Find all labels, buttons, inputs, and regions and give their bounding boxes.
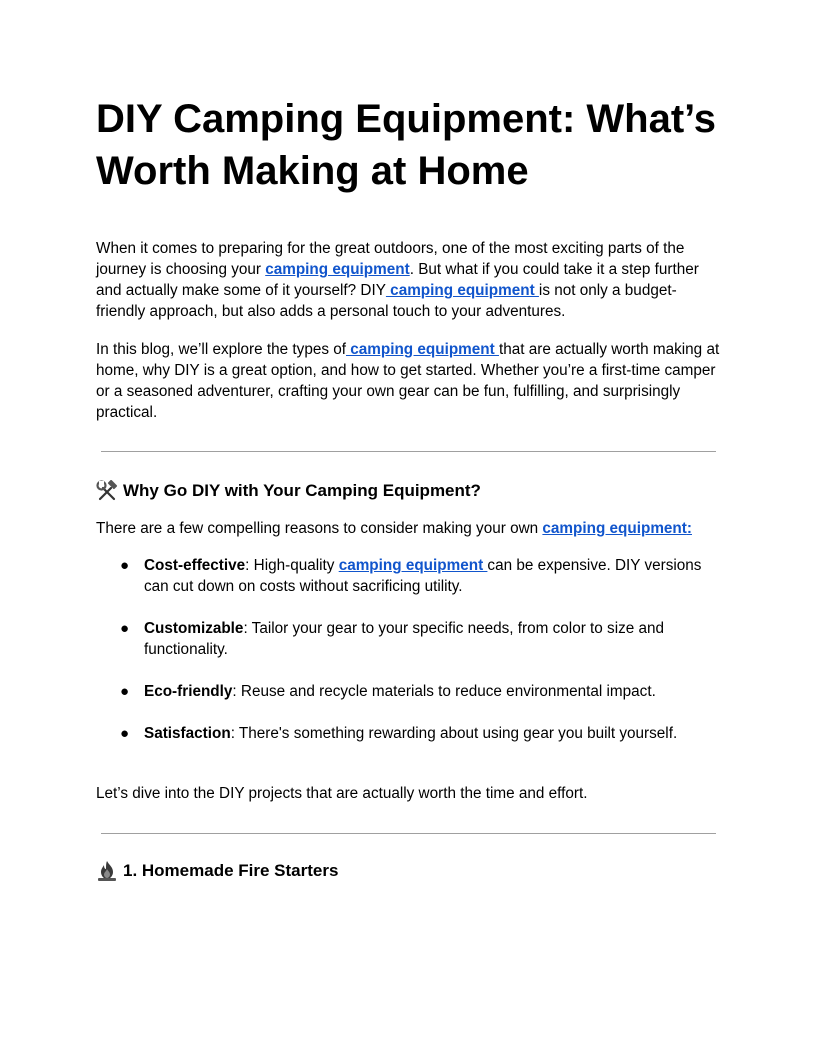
list-item-term: Cost-effective — [144, 557, 246, 574]
page-title: DIY Camping Equipment: What’s Worth Making at Home — [96, 97, 717, 193]
intro-text: When it comes to preparing for the great outdoors, one of the most exciting parts of the journey is choosing your — [96, 240, 685, 278]
list-item — [96, 555, 720, 597]
list-item — [96, 723, 720, 744]
camping-equipment-link[interactable]: camping equipment — [346, 341, 499, 358]
list-item-text: : Tailor your gear to your specific needs, from color to size and functionality. — [144, 620, 665, 658]
intro-text: is not only a budget-friendly approach, but also adds a personal touch to your adventures. — [96, 282, 677, 320]
section-heading-fire-starters — [96, 859, 338, 883]
horizontal-divider — [101, 833, 716, 834]
intro-text: that are actually worth making at home, why DIY is a great option, and how to get started. Whether you’re a first-time camper or a seasoned adventurer, crafting your own gear can be fun, fulfilling, and surprisingly practical. — [96, 341, 720, 421]
section-heading-text: 1. Homemade Fire Starters — [123, 861, 339, 880]
reasons-list — [96, 555, 720, 765]
intro-text: In this blog, we’ll explore the types of — [96, 341, 346, 358]
bullet-icon: ● — [120, 683, 130, 700]
camping-equipment-link[interactable]: camping equipment — [338, 557, 488, 574]
list-item-term: Eco-friendly — [144, 683, 233, 700]
list-item-text: : High-quality — [245, 557, 339, 574]
intro-paragraph-2 — [96, 339, 720, 423]
camping-equipment-link[interactable]: camping equipment — [385, 282, 539, 299]
list-item — [96, 618, 720, 660]
intro-text: . But what if you could take it a step further and actually make some of it yourself? DIY — [96, 261, 699, 299]
list-item-text: can be expensive. DIY versions can cut down on costs without sacrificing utility. — [144, 557, 702, 595]
section-heading-text: Why Go DIY with Your Camping Equipment? — [123, 481, 481, 500]
closing-paragraph: Let’s dive into the DIY projects that are actually worth the time and effort. — [96, 785, 588, 802]
section-lead-paragraph — [96, 518, 736, 539]
camping-equipment-link[interactable]: camping equipment — [265, 261, 410, 278]
hammer-and-wrench-icon — [96, 480, 118, 502]
fire-icon — [96, 860, 118, 882]
list-item — [96, 681, 720, 702]
bullet-icon: ● — [120, 557, 130, 574]
list-item-term: Customizable — [144, 620, 244, 637]
list-item-text: : Reuse and recycle materials to reduce environmental impact. — [232, 683, 656, 700]
list-item-text: : There's something rewarding about using gear you built yourself. — [230, 725, 678, 742]
bullet-icon: ● — [120, 725, 130, 742]
list-item-term: Satisfaction — [144, 725, 231, 742]
section-heading-why-diy — [96, 479, 481, 503]
horizontal-divider — [101, 451, 716, 452]
camping-equipment-link[interactable]: camping equipment — [542, 520, 687, 537]
lead-colon[interactable]: : — [686, 520, 692, 537]
intro-paragraph-1 — [96, 238, 720, 322]
lead-text: There are a few compelling reasons to consider making your own — [96, 520, 543, 537]
bullet-icon: ● — [120, 620, 130, 637]
